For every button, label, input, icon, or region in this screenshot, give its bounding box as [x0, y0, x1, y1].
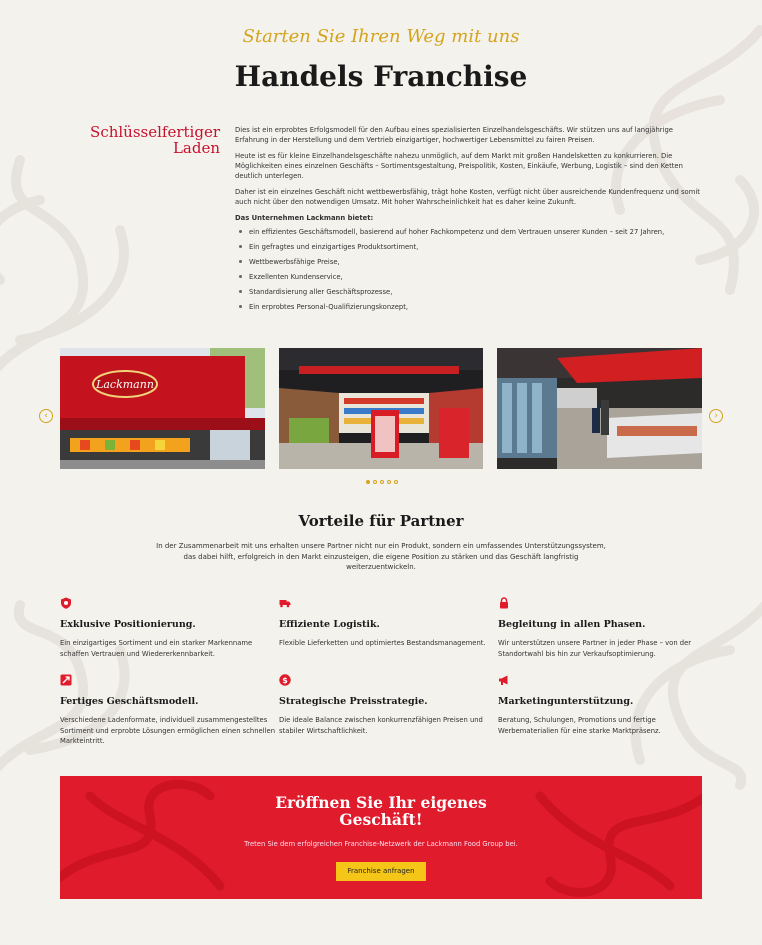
store-sign: Lackmann: [96, 378, 154, 391]
dollar-icon: [279, 674, 291, 686]
benefits-subtitle: In der Zusammenarbeit mit uns erhalten unsere Partner nicht nur ein Produkt, sondern ein umfassendes Unterstützungssystem, das dabei hilft, erfolgreich in den Markt einzusteigen, die eigene Position zu stärken und das Geschäft langfristig weiterzuentwickeln.: [156, 542, 606, 571]
store-interior-photo: [279, 348, 483, 469]
cta-title: [60, 794, 702, 828]
list-item: Exzellenten Kundenservice,: [235, 272, 705, 282]
carousel-dot[interactable]: [387, 480, 391, 484]
carousel-dots: [366, 480, 398, 484]
lock-icon: [498, 597, 510, 609]
shield-icon: [60, 597, 72, 609]
carousel-dot[interactable]: [394, 480, 398, 484]
feature-title: Effiziente Logistik.: [279, 619, 380, 630]
feature-item: [279, 597, 494, 649]
megaphone-icon: [498, 674, 510, 686]
brand-heading: [60, 124, 220, 156]
feature-text: Ein einzigartiges Sortiment und ein starker Markenname schaffen Vertrauen und Wiedererkennbarkeit.: [60, 639, 253, 658]
feature-item: [498, 674, 713, 736]
list-item: Ein gefragtes und einzigartiges Produktsortiment,: [235, 242, 705, 252]
offers-list: [235, 227, 705, 312]
feature-item: [60, 597, 275, 659]
storefront-photo: [60, 348, 265, 469]
feature-item: [279, 674, 494, 736]
feature-title: Begleitung in allen Phasen.: [498, 619, 646, 630]
feature-item: [60, 674, 275, 747]
feature-text: Die ideale Balance zwischen konkurrenzfähigen Preisen und stabiler Wirtschaftlichkeit.: [279, 716, 483, 735]
list-item: ein effizientes Geschäftsmodell, basierend auf hoher Fachkompetenz und dem Vertrauen unserer Kunden – seit 27 Jahren,: [235, 227, 705, 237]
intro-text: [235, 125, 705, 317]
feature-title: Strategische Preisstrategie.: [279, 696, 428, 707]
image-carousel: [60, 348, 702, 469]
svg-text:$: $: [282, 676, 288, 685]
cta-text: Treten Sie dem erfolgreichen Franchise-Netzwerk der Lackmann Food Group bei.: [244, 840, 518, 848]
carousel-dot[interactable]: [373, 480, 377, 484]
intro-paragraph: Dies ist ein erprobtes Erfolgsmodell für den Aufbau eines spezialisierten Einzelhandelsgeschäfts. Wir stützen uns auf langjährige Erfahrung in der Herstellung und dem Vertrieb einzigartiger, hochwertiger Lebensmittel zu fairen Preisen.: [235, 126, 673, 144]
franchise-request-button[interactable]: Franchise anfragen: [336, 862, 426, 881]
intro-paragraph: Heute ist es für kleine Einzelhandelsgeschäfte nahezu unmöglich, auf dem Markt mit großen Handelsketten zu konkurrieren. Die Möglichkeiten eines einzelnen Geschäfts – Sortimentsgestaltung, Preispolitik, Kosten, Einkäufe, Werbung, Logistik – sind den Ketten deutlich unterlegen.: [235, 152, 683, 180]
feature-title: Exklusive Positionierung.: [60, 619, 196, 630]
chevron-right-icon[interactable]: ›: [709, 409, 723, 423]
truck-icon: [279, 597, 291, 609]
feature-title: Fertiges Geschäftsmodell.: [60, 696, 199, 707]
offers-label: Das Unternehmen Lackmann bietet:: [235, 214, 374, 222]
list-item: Standardisierung aller Geschäftsprozesse,: [235, 287, 705, 297]
benefits-title: Vorteile für Partner: [298, 512, 464, 530]
brand-heading-line2: Laden: [172, 139, 220, 157]
cta-title-line1: Eröffnen Sie Ihr eigenes: [275, 793, 487, 812]
carousel-dot[interactable]: [380, 480, 384, 484]
expand-icon: [60, 674, 72, 686]
feature-title: Marketingunterstützung.: [498, 696, 634, 707]
brand-heading-line1: Schlüsselfertiger: [90, 123, 220, 141]
deli-counter-photo: [497, 348, 702, 469]
cta-banner: [60, 776, 702, 899]
feature-text: Wir unterstützen unsere Partner in jeder Phase – von der Standortwahl bis hin zur Verkaufsoptimierung.: [498, 639, 692, 658]
cta-title-line2: Geschäft!: [339, 810, 423, 829]
feature-text: Verschiedene Ladenformate, individuell zusammengestelltes Sortiment und erprobte Lösungen ermöglichen einen schnellen Markteintritt.: [60, 716, 276, 745]
list-item: Wettbewerbsfähige Preise,: [235, 257, 705, 267]
chevron-left-icon[interactable]: ‹: [39, 409, 53, 423]
feature-text: Flexible Lieferketten und optimiertes Bestandsmanagement.: [279, 639, 486, 647]
feature-text: Beratung, Schulungen, Promotions und fertige Werbematerialien für eine starke Marktpräsenz.: [498, 716, 661, 735]
feature-item: [498, 597, 713, 659]
carousel-dot[interactable]: [366, 480, 370, 484]
intro-paragraph: Daher ist ein einzelnes Geschäft nicht wettbewerbsfähig, trägt hohe Kosten, verfügt nicht über ausreichende Kundenfrequenz und somit auch nicht über den notwendigen Umsatz. Mit hoher Wahrscheinlichkeit hat es daher keine Zukunft.: [235, 188, 700, 206]
page-title: Handels Franchise: [234, 60, 528, 93]
list-item: Ein erprobtes Personal-Qualifizierungskonzept,: [235, 302, 705, 312]
hero-script-title: Starten Sie Ihren Weg mit uns: [242, 26, 520, 47]
